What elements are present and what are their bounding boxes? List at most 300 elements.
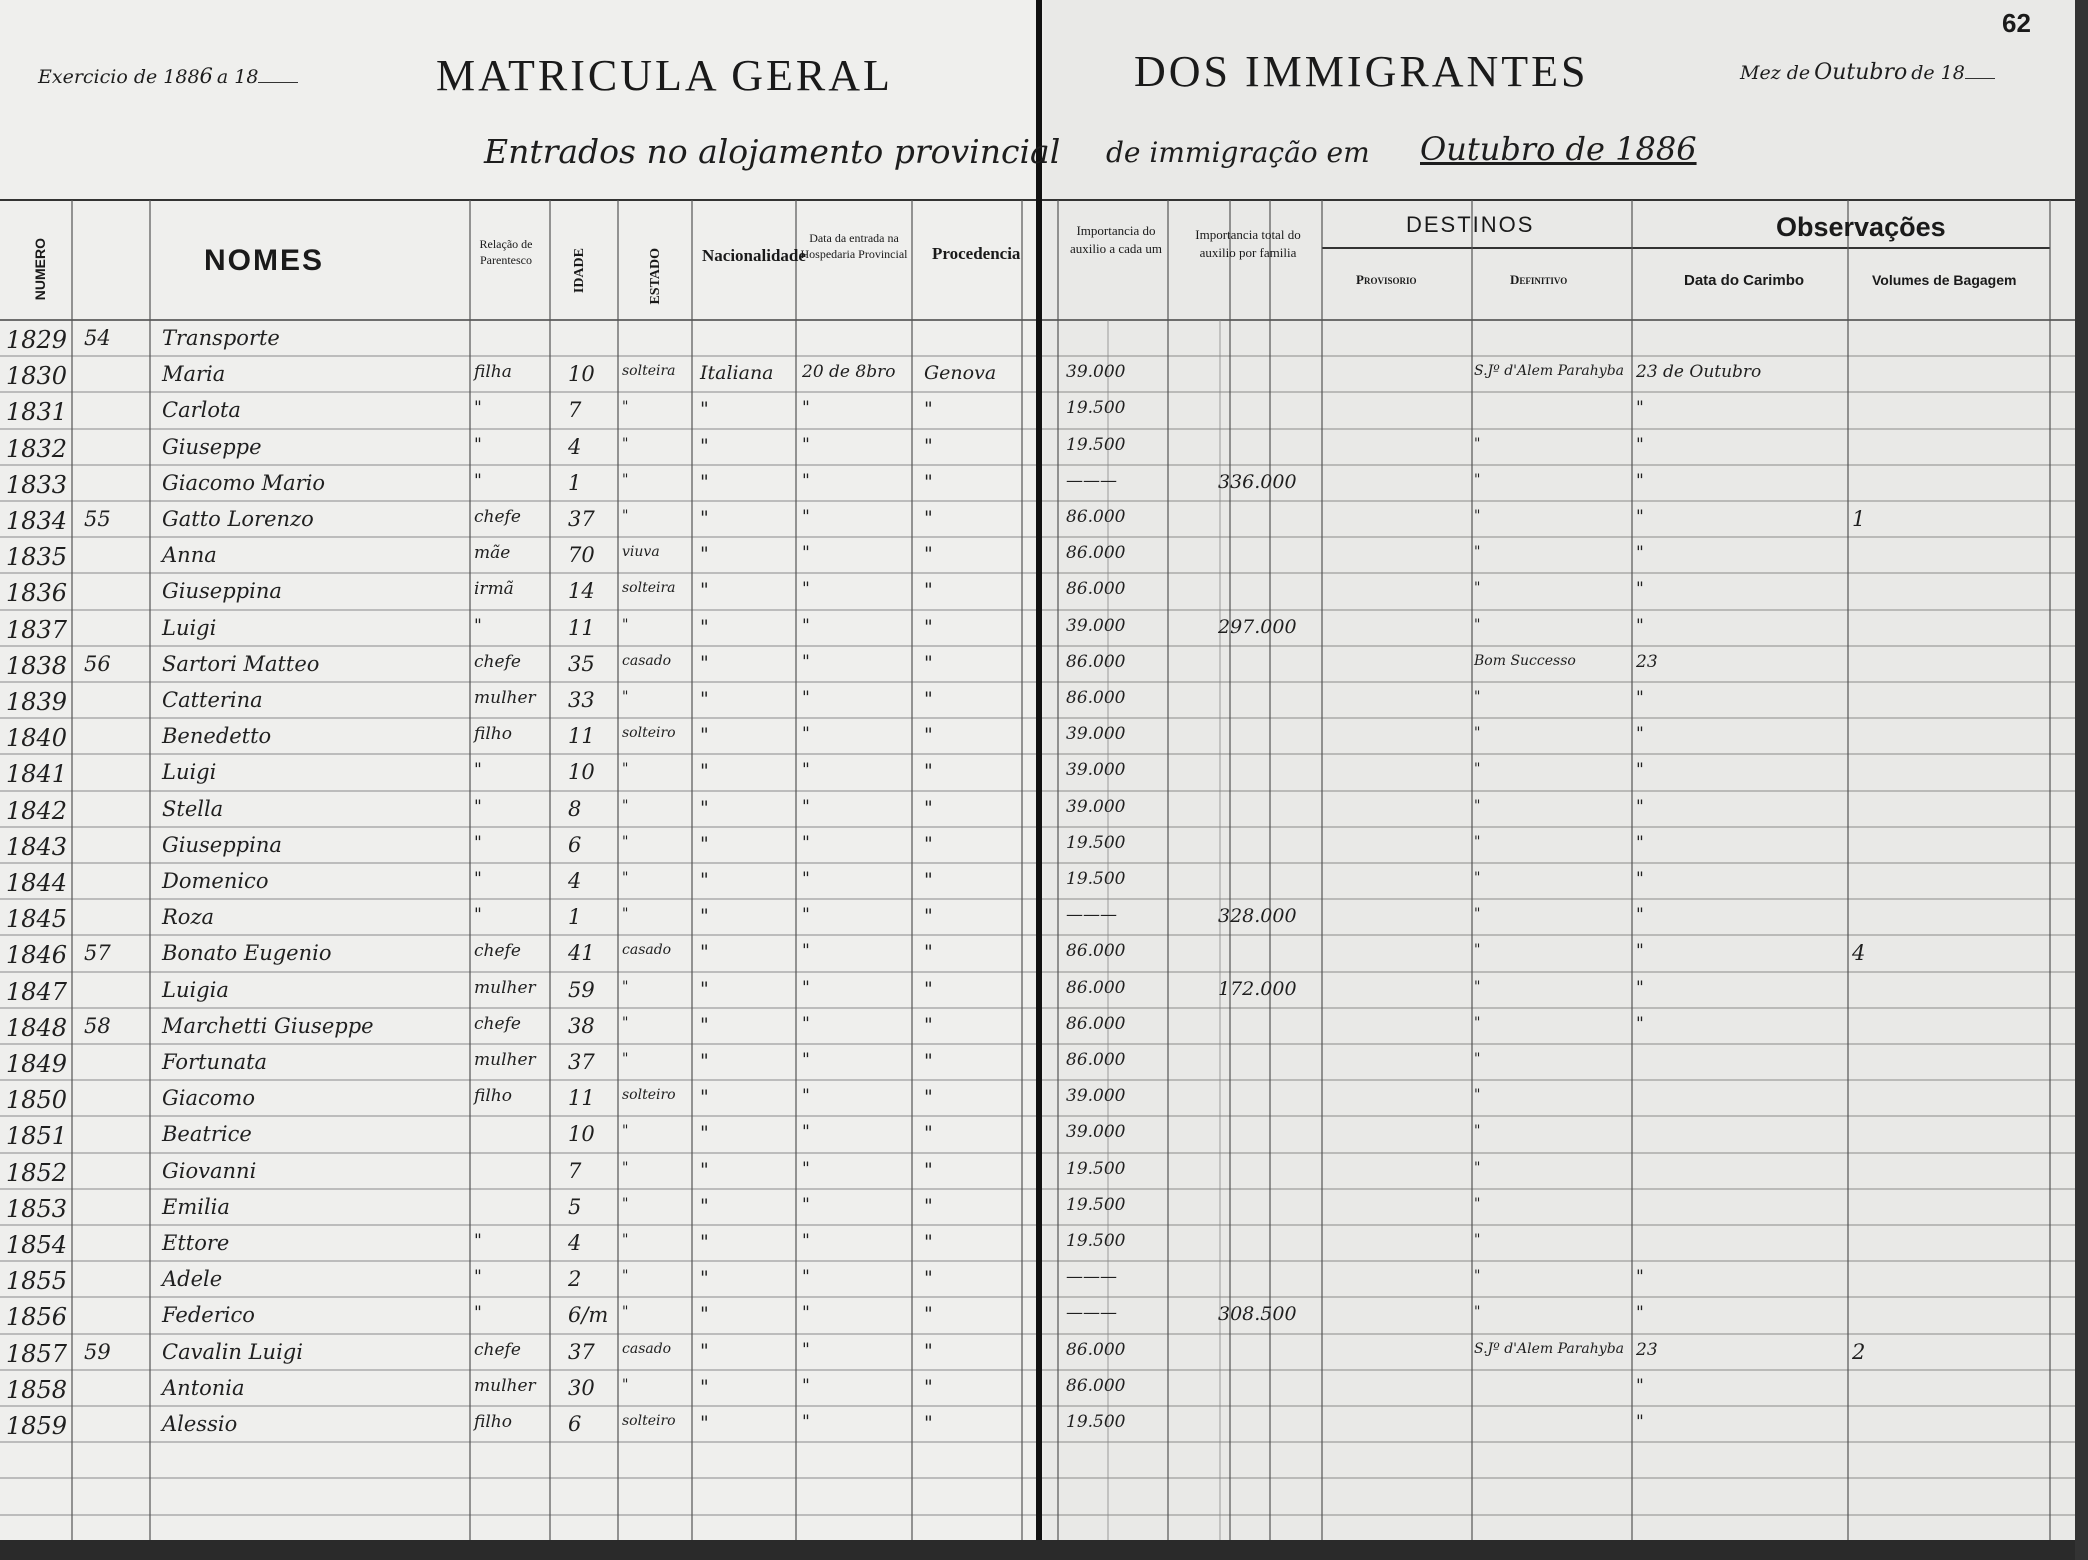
exercise-label: Exercicio de 188 (38, 66, 200, 88)
cell-nacionalidade: " (700, 579, 709, 601)
cell-definitivo: " (1474, 1015, 1481, 1031)
cell-numero: 1846 (6, 941, 68, 969)
cell-numero: 1845 (6, 905, 68, 933)
cell-auxilio-cada: 86.000 (1066, 978, 1126, 998)
cell-auxilio-cada: 39.000 (1066, 362, 1126, 382)
cell-age: 4 (568, 869, 582, 893)
cell-nacionalidade: " (700, 1340, 709, 1362)
cell-data-carimbo: " (1636, 543, 1644, 563)
cell-relation: chefe (474, 507, 521, 527)
cell-definitivo: " (1474, 1196, 1481, 1212)
cell-data-entrada: " (802, 543, 810, 563)
cell-relation: " (474, 1303, 482, 1323)
cell-estado: " (622, 689, 629, 705)
cell-name: Bonato Eugenio (162, 941, 332, 965)
cell-numero: 1858 (6, 1376, 68, 1404)
cell-numero: 1843 (6, 833, 68, 861)
cell-nacionalidade: " (700, 471, 709, 493)
cell-nacionalidade: " (700, 1376, 709, 1398)
cell-procedencia: " (924, 435, 933, 457)
cell-data-carimbo: " (1636, 941, 1644, 961)
cell-nacionalidade: " (700, 869, 709, 891)
cell-numero: 1857 (6, 1340, 68, 1368)
cell-nacionalidade: " (700, 1159, 709, 1181)
cell-name: Giuseppina (162, 579, 282, 603)
cell-data-entrada: " (802, 1231, 810, 1251)
cell-name: Gatto Lorenzo (162, 507, 314, 531)
subtitle-right: de immigração em (1106, 136, 1370, 169)
cell-nacionalidade: " (700, 978, 709, 1000)
cell-age: 11 (568, 1086, 595, 1110)
cell-age: 11 (568, 616, 595, 640)
cell-data-entrada: " (802, 905, 810, 925)
cell-procedencia: " (924, 1231, 933, 1253)
cell-estado: " (622, 798, 629, 814)
col-nomes: NOMES (204, 244, 325, 277)
cell-auxilio-cada: ——— (1066, 905, 1117, 925)
cell-age: 14 (568, 579, 595, 603)
col-volumes: Volumes de Bagagem (1872, 272, 2017, 288)
cell-auxilio-cada: 86.000 (1066, 941, 1126, 961)
cell-name: Roza (162, 905, 215, 929)
cell-age: 8 (568, 797, 582, 821)
cell-numero: 1833 (6, 471, 68, 499)
month-line (1740, 60, 1995, 85)
cell-data-entrada: " (802, 616, 810, 636)
cell-nacionalidade: " (700, 398, 709, 420)
cell-auxilio-cada: 39.000 (1066, 797, 1126, 817)
cell-data-entrada: " (802, 797, 810, 817)
cell-name: Luigia (162, 978, 229, 1002)
cell-auxilio-cada: 39.000 (1066, 1122, 1126, 1142)
cell-nacionalidade: " (700, 1050, 709, 1072)
cell-name: Benedetto (162, 724, 272, 748)
cell-definitivo: " (1474, 1160, 1481, 1176)
cell-relation: filho (474, 724, 512, 744)
month-year: de 18 (1911, 62, 1965, 84)
cell-data-entrada: " (802, 1340, 810, 1360)
cell-procedencia: " (924, 760, 933, 782)
cell-procedencia: " (924, 1159, 933, 1181)
cell-numero: 1831 (6, 398, 68, 426)
cell-definitivo: " (1474, 1087, 1481, 1103)
cell-auxilio-cada: ——— (1066, 471, 1117, 491)
cell-procedencia: " (924, 1086, 933, 1108)
cell-relation: mulher (474, 978, 536, 998)
cell-auxilio-cada: 86.000 (1066, 1340, 1126, 1360)
col-numero: NUMERO (32, 238, 48, 301)
col-data-carimbo: Data do Carimbo (1684, 272, 1805, 289)
cell-age: 7 (568, 398, 582, 422)
cell-numero: 1838 (6, 652, 68, 680)
cell-auxilio-cada: 86.000 (1066, 1050, 1126, 1070)
cell-estado: solteiro (622, 725, 676, 741)
cell-auxilio-cada: 19.500 (1066, 1159, 1126, 1179)
cell-data-entrada: " (802, 688, 810, 708)
cell-definitivo: S.Jº d'Alem Parahyba (1474, 363, 1625, 379)
cell-relation: " (474, 1267, 482, 1287)
cell-auxilio-total: 297.000 (1218, 616, 1297, 638)
cell-relation: chefe (474, 941, 521, 961)
cell-auxilio-total: 328.000 (1218, 905, 1297, 927)
cell-auxilio-cada: 39.000 (1066, 616, 1126, 636)
cell-name: Maria (162, 362, 226, 386)
cell-name: Transporte (162, 326, 280, 350)
cell-nacionalidade: " (700, 905, 709, 927)
cell-estado: casado (622, 1341, 672, 1357)
cell-estado: " (622, 399, 629, 415)
cell-procedencia: " (924, 905, 933, 927)
cell-volumes: 4 (1852, 941, 1866, 965)
cell-data-carimbo: " (1636, 435, 1644, 455)
cell-auxilio-total: 308.500 (1218, 1303, 1297, 1325)
cell-numero: 1856 (6, 1303, 68, 1331)
col-auxilio-familia: Importancia total do auxilio por familia (1195, 227, 1301, 260)
cell-data-entrada: " (802, 652, 810, 672)
cell-data-entrada: " (802, 1267, 810, 1287)
cell-auxilio-cada: 19.500 (1066, 1412, 1126, 1432)
cell-nacionalidade: " (700, 652, 709, 674)
cell-relation: " (474, 616, 482, 636)
cell-estado: solteiro (622, 1087, 676, 1103)
cell-numero: 1836 (6, 579, 68, 607)
cell-numero: 1844 (6, 869, 68, 897)
cell-volumes: 1 (1852, 507, 1866, 531)
cell-age: 38 (568, 1014, 595, 1038)
book-spine (1036, 0, 1042, 1560)
cell-relation: filha (474, 362, 512, 382)
cell-family-number: 54 (84, 326, 111, 350)
cell-name: Catterina (162, 688, 263, 712)
cell-numero: 1829 (6, 326, 68, 354)
cell-nacionalidade: " (700, 688, 709, 710)
cell-auxilio-cada: 39.000 (1066, 1086, 1126, 1106)
cell-nacionalidade: " (700, 724, 709, 746)
cell-auxilio-cada: 86.000 (1066, 579, 1126, 599)
cell-data-entrada: " (802, 941, 810, 961)
cell-estado: " (622, 1015, 629, 1031)
cell-name: Giuseppina (162, 833, 282, 857)
cell-name: Ettore (162, 1231, 230, 1255)
cell-numero: 1832 (6, 435, 68, 463)
cell-data-entrada: " (802, 978, 810, 998)
cell-name: Domenico (162, 869, 269, 893)
cell-nacionalidade: " (700, 1122, 709, 1144)
cell-family-number: 58 (84, 1014, 111, 1038)
cell-estado: " (622, 761, 629, 777)
col-data-entrada: Data da entrada na Hospedaria Provincial (800, 231, 908, 262)
cell-data-entrada: " (802, 1086, 810, 1106)
cell-data-entrada: " (802, 435, 810, 455)
cell-age: 33 (568, 688, 595, 712)
book-right-edge (2075, 0, 2088, 1560)
cell-data-entrada: " (802, 1412, 810, 1432)
cell-numero: 1840 (6, 724, 68, 752)
month-label: Mez de (1740, 62, 1811, 84)
cell-numero: 1849 (6, 1050, 68, 1078)
cell-data-carimbo: " (1636, 616, 1644, 636)
cell-data-entrada: " (802, 869, 810, 889)
cell-numero: 1852 (6, 1159, 68, 1187)
cell-data-carimbo: " (1636, 833, 1644, 853)
cell-auxilio-cada: 86.000 (1066, 688, 1126, 708)
cell-age: 2 (568, 1267, 582, 1291)
cell-definitivo: " (1474, 580, 1481, 596)
cell-estado: " (622, 472, 629, 488)
cell-nacionalidade: " (700, 1412, 709, 1434)
col-estado: ESTADO (648, 248, 663, 305)
cell-data-carimbo: " (1636, 688, 1644, 708)
exercise-year-hw: 6 (199, 64, 213, 88)
cell-estado: casado (622, 653, 672, 669)
cell-definitivo: " (1474, 979, 1481, 995)
col-idade: IDADE (572, 248, 587, 294)
cell-auxilio-cada: ——— (1066, 1267, 1117, 1287)
cell-name: Carlota (162, 398, 241, 422)
cell-relation: filho (474, 1412, 512, 1432)
cell-data-entrada: " (802, 1195, 810, 1215)
cell-data-carimbo: " (1636, 1412, 1644, 1432)
cell-procedencia: Genova (924, 362, 997, 384)
cell-numero: 1847 (6, 978, 68, 1006)
exercise-line (38, 64, 298, 88)
cell-procedencia: " (924, 579, 933, 601)
cell-relation: " (474, 760, 482, 780)
cell-procedencia: " (924, 398, 933, 420)
cell-data-carimbo: " (1636, 398, 1644, 418)
cell-procedencia: " (924, 724, 933, 746)
cell-auxilio-cada: 19.500 (1066, 1231, 1126, 1251)
cell-name: Alessio (162, 1412, 238, 1436)
cell-numero: 1839 (6, 688, 68, 716)
cell-auxilio-total: 172.000 (1218, 978, 1297, 1000)
cell-numero: 1835 (6, 543, 68, 571)
cell-procedencia: " (924, 1267, 933, 1289)
cell-procedencia: " (924, 1050, 933, 1072)
cell-age: 35 (568, 652, 595, 676)
cell-nacionalidade: " (700, 616, 709, 638)
col-observacoes: Observações (1776, 212, 1946, 242)
cell-age: 59 (568, 978, 595, 1002)
cell-volumes: 2 (1852, 1340, 1866, 1364)
cell-procedencia: " (924, 833, 933, 855)
cell-relation: " (474, 398, 482, 418)
cell-definitivo: " (1474, 544, 1481, 560)
cell-data-carimbo: " (1636, 978, 1644, 998)
cell-procedencia: " (924, 543, 933, 565)
cell-numero: 1842 (6, 797, 68, 825)
cell-relation: mulher (474, 688, 536, 708)
cell-estado: " (622, 1232, 629, 1248)
cell-age: 1 (568, 905, 582, 929)
cell-numero: 1859 (6, 1412, 68, 1440)
cell-relation: filho (474, 1086, 512, 1106)
cell-definitivo: " (1474, 834, 1481, 850)
cell-definitivo: " (1474, 436, 1481, 452)
cell-relation: irmã (474, 579, 514, 599)
cell-age: 11 (568, 724, 595, 748)
cell-data-entrada: " (802, 579, 810, 599)
cell-data-entrada: " (802, 833, 810, 853)
cell-age: 30 (568, 1376, 595, 1400)
cell-definitivo: " (1474, 617, 1481, 633)
cell-age: 37 (568, 1050, 595, 1074)
cell-auxilio-cada: 19.500 (1066, 1195, 1126, 1215)
cell-definitivo: " (1474, 472, 1481, 488)
cell-nacionalidade: " (700, 1086, 709, 1108)
cell-auxilio-cada: 86.000 (1066, 1376, 1126, 1396)
col-nacionalidade: Nacionalidade (702, 246, 806, 265)
cell-nacionalidade: " (700, 1195, 709, 1217)
cell-procedencia: " (924, 978, 933, 1000)
cell-auxilio-total: 336.000 (1218, 471, 1297, 493)
cell-age: 5 (568, 1195, 582, 1219)
cell-data-carimbo: " (1636, 724, 1644, 744)
cell-procedencia: " (924, 507, 933, 529)
cell-data-carimbo: 23 (1636, 652, 1658, 672)
title-left: MATRICULA GERAL (436, 51, 893, 100)
cell-data-carimbo: " (1636, 905, 1644, 925)
cell-definitivo: " (1474, 725, 1481, 741)
cell-age: 4 (568, 435, 582, 459)
cell-procedencia: " (924, 471, 933, 493)
cell-relation: " (474, 435, 482, 455)
cell-nacionalidade: " (700, 507, 709, 529)
cell-procedencia: " (924, 869, 933, 891)
cell-numero: 1837 (6, 616, 68, 644)
cell-definitivo: S.Jº d'Alem Parahyba (1474, 1341, 1625, 1357)
cell-data-carimbo: 23 de Outubro (1636, 362, 1762, 382)
col-relacao: Relação de Parentesco (479, 237, 533, 268)
cell-estado: " (622, 508, 629, 524)
cell-numero: 1853 (6, 1195, 68, 1223)
cell-definitivo: " (1474, 942, 1481, 958)
cell-nacionalidade: " (700, 797, 709, 819)
cell-procedencia: " (924, 1376, 933, 1398)
cell-relation: mulher (474, 1050, 536, 1070)
cell-procedencia: " (924, 616, 933, 638)
cell-age: 4 (568, 1231, 582, 1255)
cell-relation: chefe (474, 1340, 521, 1360)
cell-data-entrada: " (802, 1303, 810, 1323)
cell-nacionalidade: " (700, 435, 709, 457)
cell-definitivo: " (1474, 761, 1481, 777)
cell-definitivo: " (1474, 1232, 1481, 1248)
cell-age: 41 (568, 941, 595, 965)
cell-data-entrada: " (802, 1376, 810, 1396)
cell-data-entrada: " (802, 1159, 810, 1179)
cell-procedencia: " (924, 1340, 933, 1362)
cell-age: 1 (568, 471, 582, 495)
cell-name: Giuseppe (162, 435, 262, 459)
cell-procedencia: " (924, 797, 933, 819)
cell-definitivo: " (1474, 1051, 1481, 1067)
cell-numero: 1830 (6, 362, 68, 390)
cell-numero: 1855 (6, 1267, 68, 1295)
cell-data-carimbo: " (1636, 1267, 1644, 1287)
cell-relation: " (474, 1231, 482, 1251)
cell-data-carimbo: 23 (1636, 1340, 1658, 1360)
cell-nacionalidade: " (700, 1231, 709, 1253)
cell-age: 6 (568, 1412, 582, 1436)
cell-nacionalidade: " (700, 1014, 709, 1036)
cell-definitivo: " (1474, 1304, 1481, 1320)
cell-name: Antonia (162, 1376, 245, 1400)
cell-estado: " (622, 906, 629, 922)
cell-procedencia: " (924, 1195, 933, 1217)
cell-numero: 1851 (6, 1122, 68, 1150)
cell-name: Giacomo (162, 1086, 255, 1110)
cell-estado: " (622, 617, 629, 633)
cell-relation: " (474, 797, 482, 817)
cell-age: 10 (568, 362, 595, 386)
cell-data-entrada: " (802, 471, 810, 491)
col-procedencia: Procedencia (932, 244, 1021, 263)
cell-data-entrada: " (802, 1014, 810, 1034)
cell-name: Giovanni (162, 1159, 257, 1183)
cell-definitivo: Bom Successo (1474, 653, 1576, 669)
cell-definitivo: " (1474, 1123, 1481, 1139)
cell-name: Marchetti Giuseppe (162, 1014, 374, 1038)
cell-name: Federico (162, 1303, 255, 1327)
cell-age: 37 (568, 1340, 595, 1364)
cell-auxilio-cada: 19.500 (1066, 398, 1126, 418)
cell-relation: " (474, 833, 482, 853)
cell-nacionalidade: " (700, 543, 709, 565)
cell-age: 10 (568, 760, 595, 784)
cell-definitivo: " (1474, 689, 1481, 705)
col-provisorio: Provisorio (1356, 272, 1417, 287)
cell-relation: " (474, 869, 482, 889)
cell-estado: solteira (622, 580, 676, 596)
title-right: DOS IMMIGRANTES (1134, 47, 1589, 96)
cell-estado: " (622, 436, 629, 452)
cell-estado: " (622, 1051, 629, 1067)
cell-name: Adele (162, 1267, 223, 1291)
cell-estado: " (622, 870, 629, 886)
cell-name: Stella (162, 797, 224, 821)
cell-auxilio-cada: 39.000 (1066, 760, 1126, 780)
cell-age: 70 (568, 543, 595, 567)
cell-estado: " (622, 979, 629, 995)
cell-procedencia: " (924, 1014, 933, 1036)
book-bottom-edge (0, 1540, 2088, 1560)
cell-auxilio-cada: 19.500 (1066, 833, 1126, 853)
cell-name: Emilia (162, 1195, 230, 1219)
cell-name: Sartori Matteo (162, 652, 320, 676)
cell-estado: " (622, 1304, 629, 1320)
cell-data-carimbo: " (1636, 760, 1644, 780)
cell-data-carimbo: " (1636, 1303, 1644, 1323)
cell-data-entrada: " (802, 507, 810, 527)
cell-data-entrada: 20 de 8bro (802, 362, 896, 382)
cell-procedencia: " (924, 1303, 933, 1325)
cell-data-entrada: " (802, 1050, 810, 1070)
cell-age: 7 (568, 1159, 582, 1183)
cell-data-carimbo: " (1636, 1014, 1644, 1034)
cell-procedencia: " (924, 652, 933, 674)
subtitle-left: Entrados no alojamento provincial (484, 132, 1061, 171)
cell-procedencia: " (924, 1412, 933, 1434)
cell-data-entrada: " (802, 760, 810, 780)
cell-name: Giacomo Mario (162, 471, 326, 495)
cell-procedencia: " (924, 688, 933, 710)
cell-definitivo: " (1474, 906, 1481, 922)
cell-relation: mãe (474, 543, 511, 563)
cell-nacionalidade: Italiana (700, 362, 774, 384)
cell-name: Luigi (162, 760, 217, 784)
cell-estado: solteiro (622, 1413, 676, 1429)
